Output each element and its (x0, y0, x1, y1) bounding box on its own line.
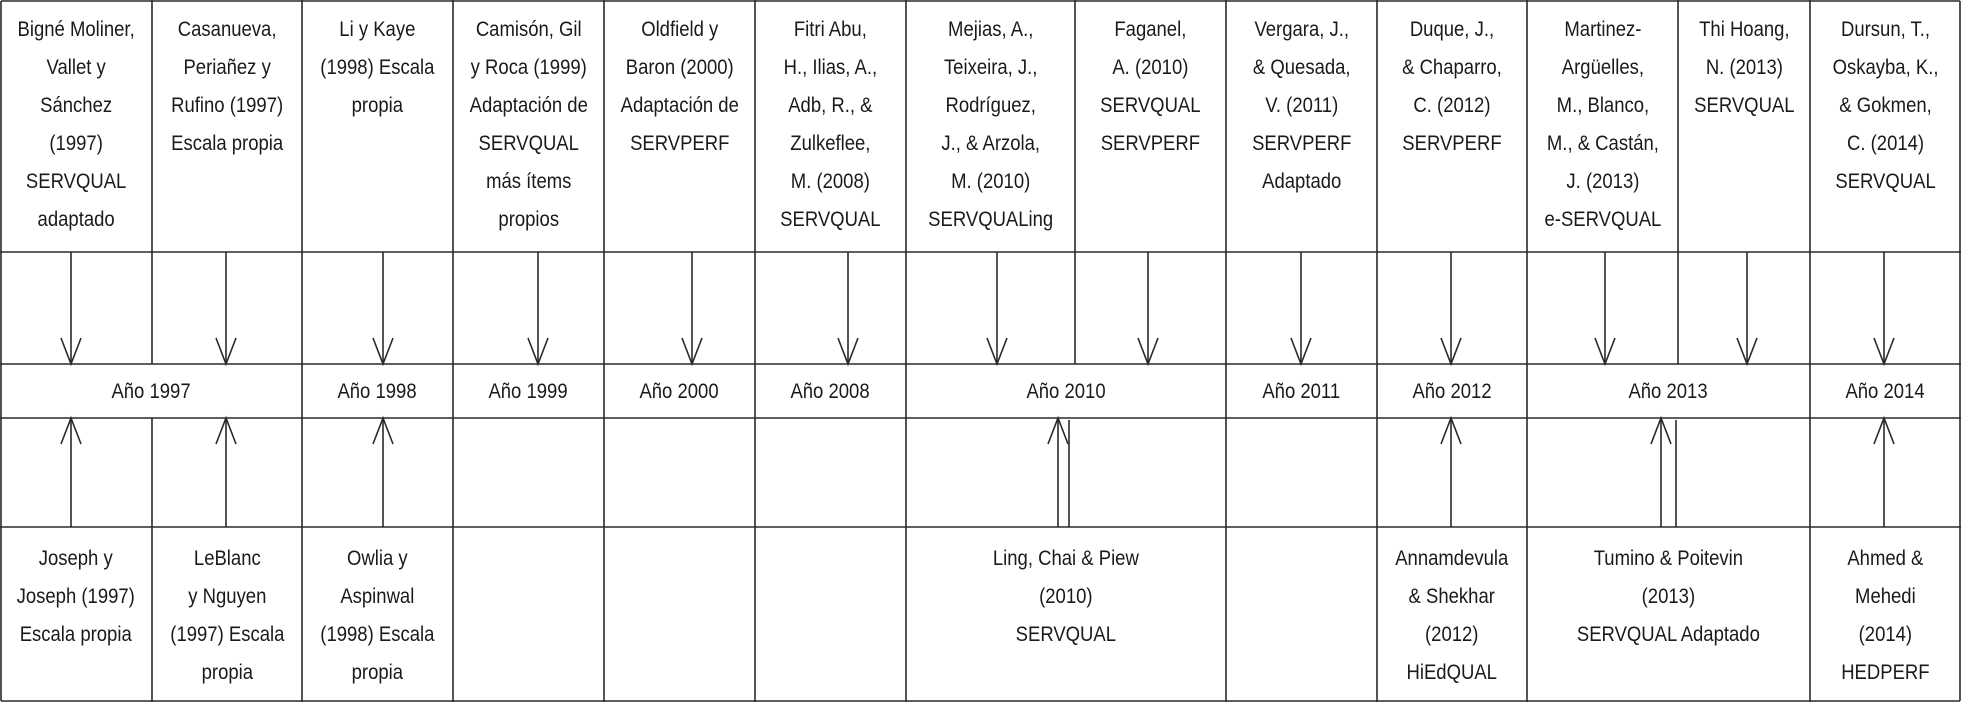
bottom-entry-b4-label: Ling, Chai & Piew (2010) SERVQUAL (993, 546, 1139, 646)
year-cell-y2010-label: Año 2010 (1026, 379, 1106, 403)
bottom-entry-b2-label: LeBlanc y Nguyen (1997) Escala propia (169, 546, 285, 684)
bottom-entry-b5-label: Annamdevula & Shekhar (2012) HiEdQUAL (1395, 546, 1509, 684)
year-cell-y1998-label: Año 1998 (337, 379, 418, 403)
top-entry-t4-label: Camisón, Gil y Roca (1999) Adaptación de SERVQUAL más ítems propios (469, 17, 588, 231)
top-entry-t7-label: Mejias, A., Teixeira, J., Rodríguez, J., & Arzola, M. (2010) SERVQUALing (927, 17, 1054, 231)
top-entry-t13-label: Dursun, T., Oskayba, K., & Gokmen, C. (2014) SERVQUAL (1832, 17, 1939, 193)
year-cell-y2013-label: Año 2013 (1628, 379, 1709, 403)
top-entry-t1-label: Bigné Moliner, Vallet y Sánchez (1997) SERVQUAL adaptado (17, 17, 135, 231)
year-cell-y2012-label: Año 2012 (1412, 379, 1492, 403)
top-entry-t6-label: Fitri Abu, H., Ilias, A., Adb, R., & Zulkeflee, M. (2008) SERVQUAL (780, 17, 881, 231)
year-cell-y2011-label: Año 2011 (1262, 379, 1341, 403)
top-entry-t9-label: Vergara, J., & Quesada, V. (2011) SERVPERF Adaptado (1251, 17, 1352, 193)
year-cell-y1997-label: Año 1997 (111, 379, 191, 403)
top-entry-t10-label: Duque, J., & Chaparro, C. (2012) SERVPERF (1402, 17, 1502, 155)
year-cell-y2008-label: Año 2008 (790, 379, 871, 403)
year-cell-y2014-label: Año 2014 (1845, 379, 1926, 403)
top-entry-t11-label: Martinez- Argüelles, M., Blanco, M., & Castán, J. (2013) e-SERVQUAL (1544, 17, 1661, 231)
year-cell-y1999-label: Año 1999 (488, 379, 569, 403)
bottom-entry-b1-label: Joseph y Joseph (1997) Escala propia (16, 546, 136, 646)
top-entry-t5-label: Oldfield y Baron (2000) Adaptación de SERVPERF (620, 17, 739, 155)
bottom-entry-b3-label: Owlia y Aspinwal (1998) Escala propia (320, 546, 435, 684)
bottom-entry-b7-label: Ahmed & Mehedi (2014) HEDPERF (1841, 546, 1930, 684)
bottom-entry-b6-label: Tumino & Poitevin (2013) SERVQUAL Adaptado (1577, 546, 1760, 646)
top-entry-t2-label: Casanueva, Periañez y Rufino (1997) Escala propia (170, 17, 284, 155)
top-entry-t12-label: Thi Hoang, N. (2013) SERVQUAL (1693, 17, 1795, 117)
top-entry-t3-label: Li y Kaye (1998) Escala propia (320, 17, 435, 117)
top-entry-t8-label: Faganel, A. (2010) SERVQUAL SERVPERF (1100, 17, 1201, 155)
year-cell-y2000-label: Año 2000 (639, 379, 720, 403)
